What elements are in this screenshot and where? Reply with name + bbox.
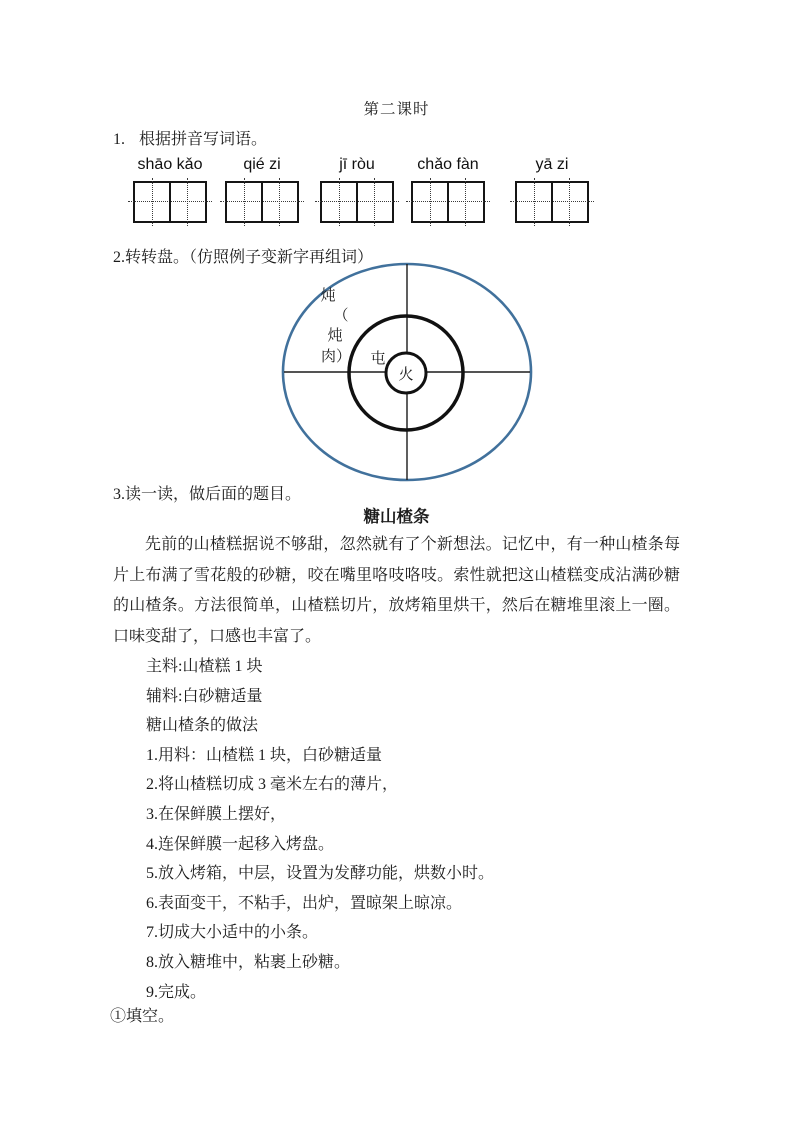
recipe-line: 3.在保鲜膜上摆好， [146, 805, 287, 823]
writing-grid [515, 181, 589, 223]
wheel-example-paren: （ [333, 308, 349, 324]
writing-grid [225, 181, 299, 223]
question-1-number: 1. [113, 131, 125, 148]
page-title: 第二课时 [363, 101, 430, 118]
wheel-example-char: 炖 [320, 288, 336, 304]
spinner-wheel-figure [281, 261, 533, 485]
recipe-line: 主料:山楂糕 1 块 [146, 658, 263, 675]
writing-grid [320, 181, 394, 223]
question-1-text: 根据拼音写词语。 [139, 131, 268, 148]
recipe-line: 糖山楂条的做法 [146, 717, 259, 735]
question-2-header: 2.转转盘。（仿照例子变新字再组词） [113, 249, 374, 266]
pinyin-word: chǎo fàn [417, 156, 479, 173]
pinyin-word: qié zi [243, 156, 281, 173]
pinyin-column [320, 155, 394, 223]
pinyin-column [225, 155, 299, 223]
pinyin-exercise-row [0, 155, 793, 230]
writing-grid [411, 181, 485, 223]
recipe-line: 辅料:白砂糖适量 [146, 687, 263, 705]
recipe-line: 4.连保鲜膜一起移入烤盘。 [146, 835, 335, 853]
recipe-line: 2.将山楂糕切成 3 毫米左右的薄片， [146, 776, 399, 794]
pinyin-column [133, 155, 207, 223]
fill-blank-prompt: ①填空。 [110, 1008, 175, 1025]
wheel-center-char: 火 [398, 367, 414, 383]
writing-grid [133, 181, 207, 223]
question-1-header [113, 126, 267, 149]
reading-passage-paragraph: 先前的山楂糕据说不够甜，忽然就有了个新想法。记忆中，有一种山楂条每片上布满了雪花般的砂糖，咬在嘴里咯吱咯吱。索性就把这山楂糕变成沾满砂糖的山楂条。方法很简单，山楂糕切片，放烤箱里烘干，然后在糖堆里滚上一圈。口味变甜了，口感也丰富了。 [113, 536, 680, 645]
recipe-line: 8.放入糖堆中，粘裹上砂糖。 [146, 953, 351, 971]
wheel-ring-char: 屯 [370, 351, 386, 367]
recipe-line: 5.放入烤箱，中层，设置为发酵功能，烘数小时。 [146, 865, 495, 883]
recipe-line: 9.完成。 [146, 983, 207, 1001]
pinyin-word: jī ròu [339, 156, 375, 173]
wheel-example-word-end: 肉） [320, 349, 352, 365]
wheel-example-word-char: 炖 [327, 328, 343, 344]
reading-passage-title: 糖山楂条 [363, 507, 430, 526]
recipe-line: 7.切成大小适中的小条。 [146, 924, 319, 942]
question-3-header: 3.读一读，做后面的题目。 [113, 486, 302, 503]
pinyin-word: yā zi [535, 156, 569, 173]
recipe-line: 6.表面变干，不粘手，出炉，置晾架上晾凉。 [146, 894, 463, 912]
recipe-list [146, 652, 703, 1007]
pinyin-column [515, 155, 589, 223]
recipe-line: 1.用料：山楂糕 1 块，白砂糖适量 [146, 746, 383, 764]
pinyin-word: shāo kǎo [137, 156, 203, 173]
pinyin-column [411, 155, 485, 223]
